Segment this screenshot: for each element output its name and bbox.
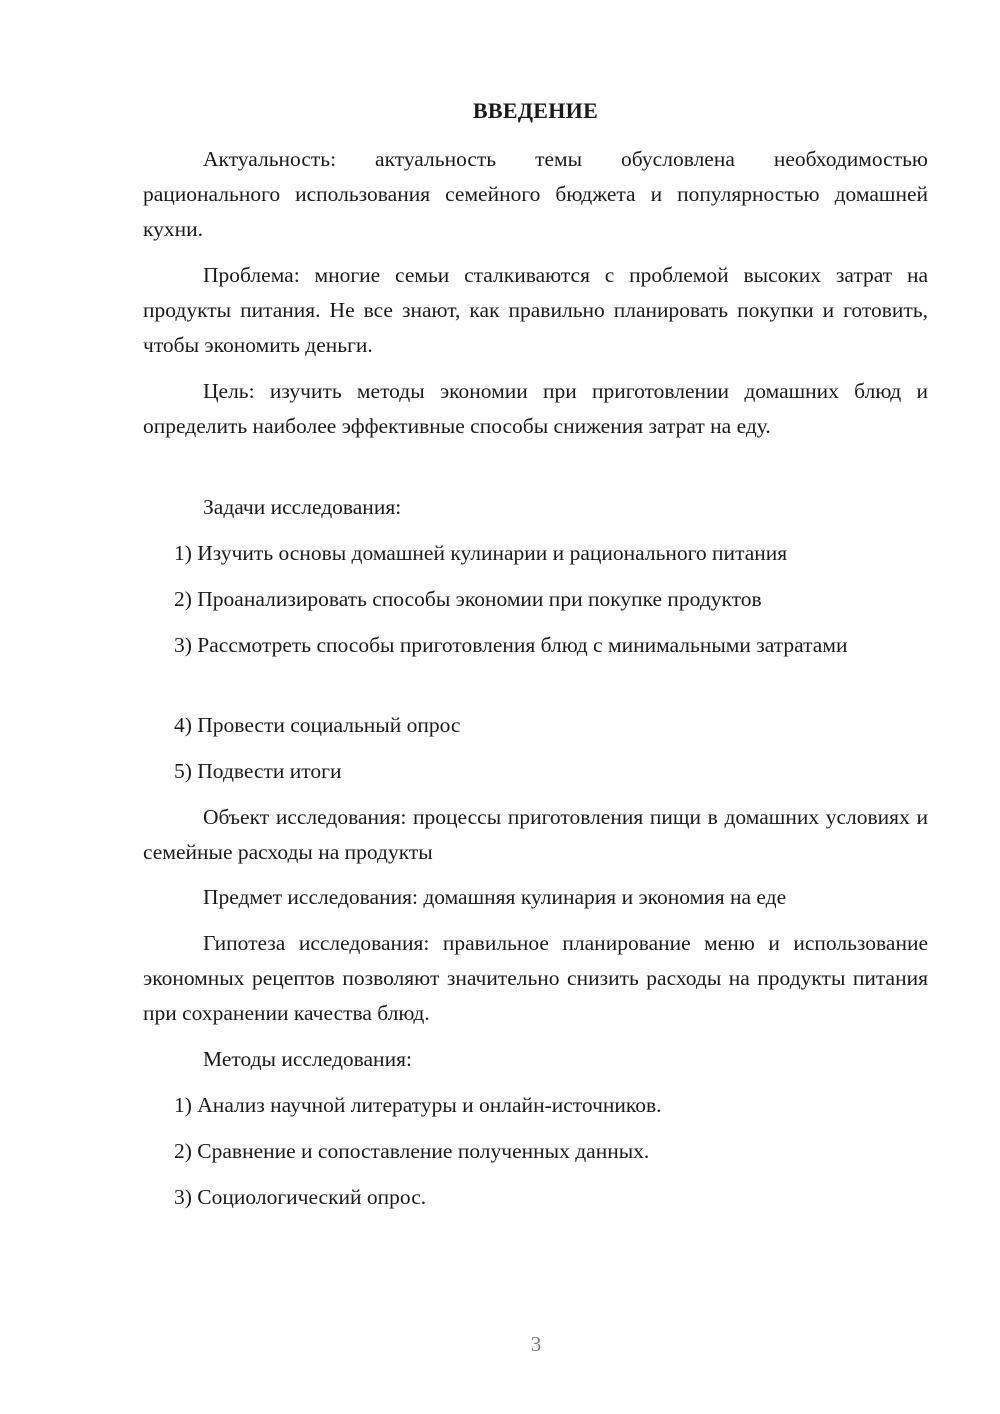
list-item: 5) Подвести итоги [174,759,342,783]
list-item: 4) Провести социальный опрос [174,713,461,737]
paragraph-subject [143,880,928,915]
methods-heading: Методы исследования: [203,1047,412,1071]
method-item-2 [143,1134,928,1169]
list-item: 1) Анализ научной литературы и онлайн-источников. [174,1093,662,1117]
paragraph-relevance [143,142,928,247]
paragraph-goal [143,374,928,444]
method-item-1 [143,1088,928,1123]
tasks-heading: Задачи исследования: [203,495,402,519]
task-item-3 [143,628,928,663]
task-item-5 [143,754,928,789]
hypothesis-text: Гипотеза исследования: правильное планирование меню и использование экономных рецептов позволяют значительно снизить расходы на продукты питания при сохранении качества блюд. [143,931,928,1025]
object-text: Объект исследования: процессы приготовления пищи в домашних условиях и семейные расходы на продукты [143,805,928,864]
goal-text: Цель: изучить методы экономии при приготовлении домашних блюд и определить наиболее эффективные способы снижения затрат на еду. [143,379,928,438]
list-item: 2) Проанализировать способы экономии при покупке продуктов [174,587,762,611]
relevance-text: Актуальность: актуальность темы обусловлена необходимостью рационального использования семейного бюджета и популярностью домашней кухни. [143,147,928,241]
problem-text: Проблема: многие семьи сталкиваются с проблемой высоких затрат на продукты питания. Не все знают, как правильно планировать покупки и готовить, чтобы экономить деньги. [143,263,928,357]
list-item: 3) Социологический опрос. [174,1185,427,1209]
method-item-3 [143,1180,928,1215]
page-title: ВВЕДЕНИЕ [472,98,599,123]
paragraph-object [143,800,928,870]
task-item-4 [143,708,928,743]
task-item-1 [143,536,928,571]
tasks-heading-block [143,490,928,525]
list-item: 1) Изучить основы домашней кулинарии и рационального питания [174,541,788,565]
paragraph-hypothesis [143,926,928,1031]
subject-text: Предмет исследования: домашняя кулинария и экономия на еде [203,885,787,909]
list-item: 2) Сравнение и сопоставление полученных данных. [174,1139,650,1163]
task-item-2 [143,582,928,617]
page-number: 3 [530,1332,542,1356]
list-item: 3) Рассмотреть способы приготовления блюд с минимальными затратами [174,633,848,657]
methods-heading-block [143,1042,928,1077]
paragraph-problem [143,258,928,363]
